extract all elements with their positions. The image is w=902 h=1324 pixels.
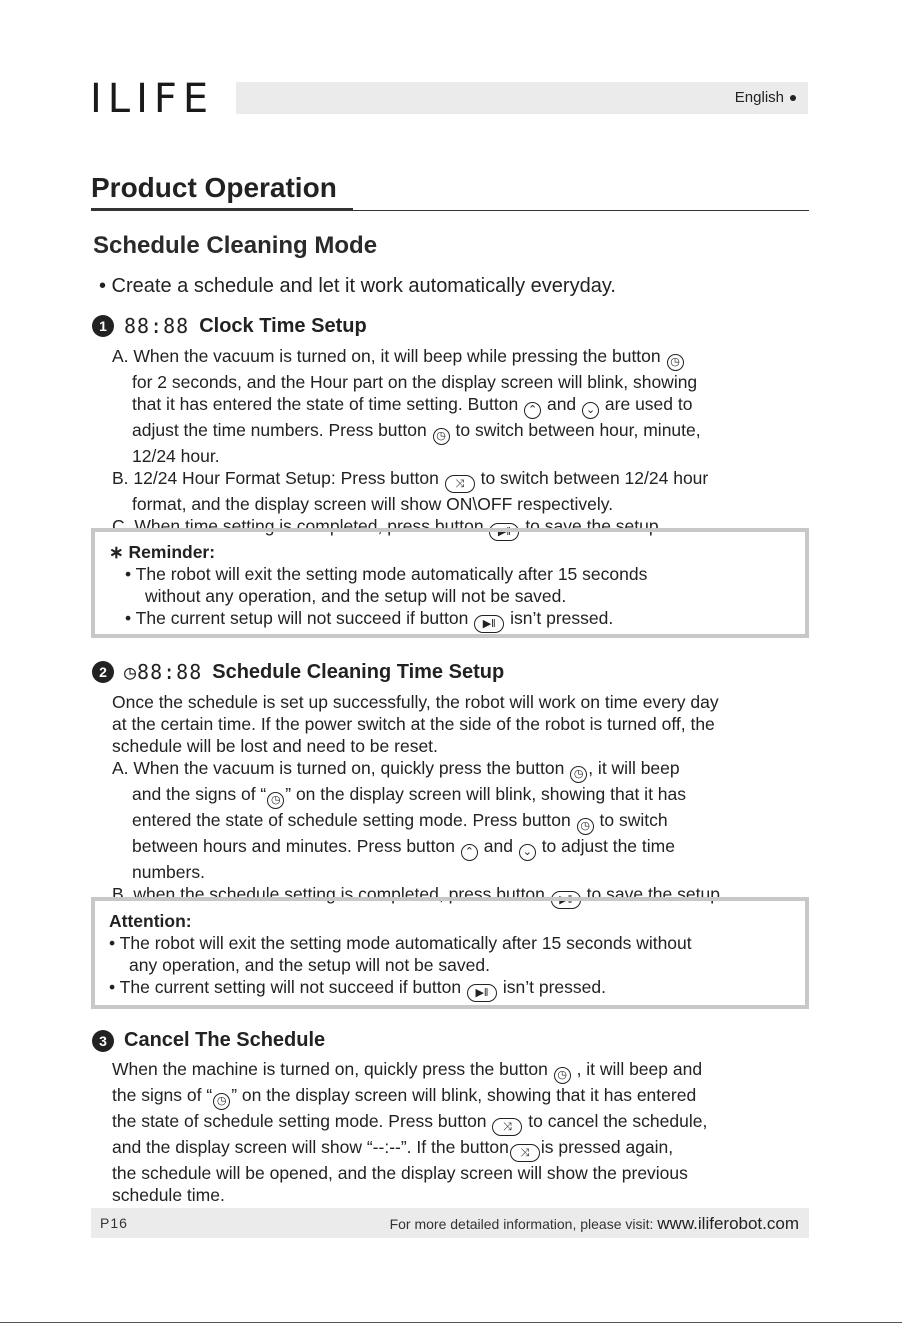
section-1-heading <box>92 314 367 338</box>
header-bar <box>236 82 808 114</box>
shuffle-button-icon: ⤨ <box>510 1144 540 1162</box>
intro-bullet: • Create a schedule and let it work automatically everyday. <box>99 275 616 297</box>
reminder-box <box>91 528 809 638</box>
play-pause-button-icon: ▶‖ <box>467 984 497 1002</box>
step-number: 3 <box>92 1030 114 1052</box>
down-button-icon: ⌄ <box>519 844 536 861</box>
section-1-steps: A. When the vacuum is turned on, it will beep while pressing the button ◷ for 2 seconds, and the Hour part on the display screen will blink, showing that it has entered the state of time setting. Button ⌃ and ⌄ are used to adjust the time numbers. Press button ◷ to switch between hour, minute, 12/24 hour. B. 12/24 Hour Format Setup: Press button ⤨ to switch between 12/24 hour format, and the display screen will show ON\OFF respectively. C. When time setting is completed, press button ▶‖ to save the setup. <box>112 345 812 541</box>
section-2-heading <box>92 660 504 684</box>
clock-sign-icon: ◷ <box>213 1093 230 1110</box>
attention-text: • The robot will exit the setting mode automatically after 15 seconds without any operation, and the setup will not be saved. • The current setting will not succeed if button ▶‖ isn’t pressed. <box>109 932 791 1002</box>
clock-button-icon: ◷ <box>554 1067 571 1084</box>
step-number: 2 <box>92 661 114 683</box>
down-button-icon: ⌄ <box>582 402 599 419</box>
section-title: Schedule Cleaning Mode <box>93 232 378 259</box>
section-2-title: Schedule Cleaning Time Setup <box>212 660 505 683</box>
clock-button-icon: ◷ <box>667 354 684 371</box>
reminder-title: ∗ Reminder: <box>109 542 216 562</box>
language-label: English <box>735 89 796 106</box>
clock-sign-icon: ◷ <box>267 792 284 809</box>
play-pause-button-icon: ▶‖ <box>474 615 504 633</box>
reminder-text: • The robot will exit the setting mode automatically after 15 seconds without any operation, and the setup will not be saved. • The current setup will not succeed if button ▶‖ isn’t pressed. <box>109 563 791 633</box>
brand-logo: ILIFE <box>90 76 215 122</box>
up-button-icon: ⌃ <box>524 402 541 419</box>
page-number: P16 <box>100 1215 128 1231</box>
shuffle-button-icon: ⤨ <box>492 1118 522 1136</box>
play-pause-button-icon: ▶‖ <box>551 891 581 909</box>
display-digits: 88:88 <box>124 314 190 338</box>
section-1-title: Clock Time Setup <box>199 314 367 337</box>
play-pause-button-icon: ▶‖ <box>489 523 519 541</box>
display-digits: ◷88:88 <box>124 660 203 684</box>
section-3-heading <box>92 1029 325 1052</box>
section-3-text: When the machine is turned on, quickly press the button ◷ , it will beep and the signs of “ ◷ ” on the display screen will blink, showing that it has entered the state of schedule setting mode. Press button ⤨ to cancel the schedule, and the display screen will show “--:--”. If the button ⤨ is pressed again, the schedule will be opened, and the display screen will show the previous schedule time. <box>112 1059 708 1205</box>
footer-bar <box>91 1208 809 1238</box>
footer-note: For more detailed information, please visit: www.iliferobot.com <box>389 1214 799 1233</box>
page-edge <box>0 1322 902 1323</box>
page-title: Product Operation <box>91 172 337 203</box>
step-number: 1 <box>92 315 114 337</box>
up-button-icon: ⌃ <box>461 844 478 861</box>
attention-box <box>91 897 809 1009</box>
clock-button-icon: ◷ <box>577 818 594 835</box>
section-2-text: Once the schedule is set up successfully, the robot will work on time every day at the certain time. If the power switch at the side of the robot is turned off, the schedule will be lost and need to be reset. A. When the vacuum is turned on, quickly press the button ◷ , it will beep and the signs of “ ◷ ” on the display screen will blink, showing that it has entered the state of schedule setting mode. Press button ◷ to switch between hours and minutes. Press button ⌃ and ⌄ to adjust the time numbers. B. when the schedule setting is completed, press button ▶‖ to save the setup. <box>112 691 812 909</box>
attention-title: Attention: <box>109 911 192 931</box>
section-3-title: Cancel The Schedule <box>124 1029 326 1051</box>
clock-button-icon: ◷ <box>570 766 587 783</box>
website-link[interactable]: www.iliferobot.com <box>657 1214 799 1233</box>
shuffle-button-icon: ⤨ <box>445 475 475 493</box>
title-underline <box>91 208 353 211</box>
clock-button-icon: ◷ <box>433 428 450 445</box>
